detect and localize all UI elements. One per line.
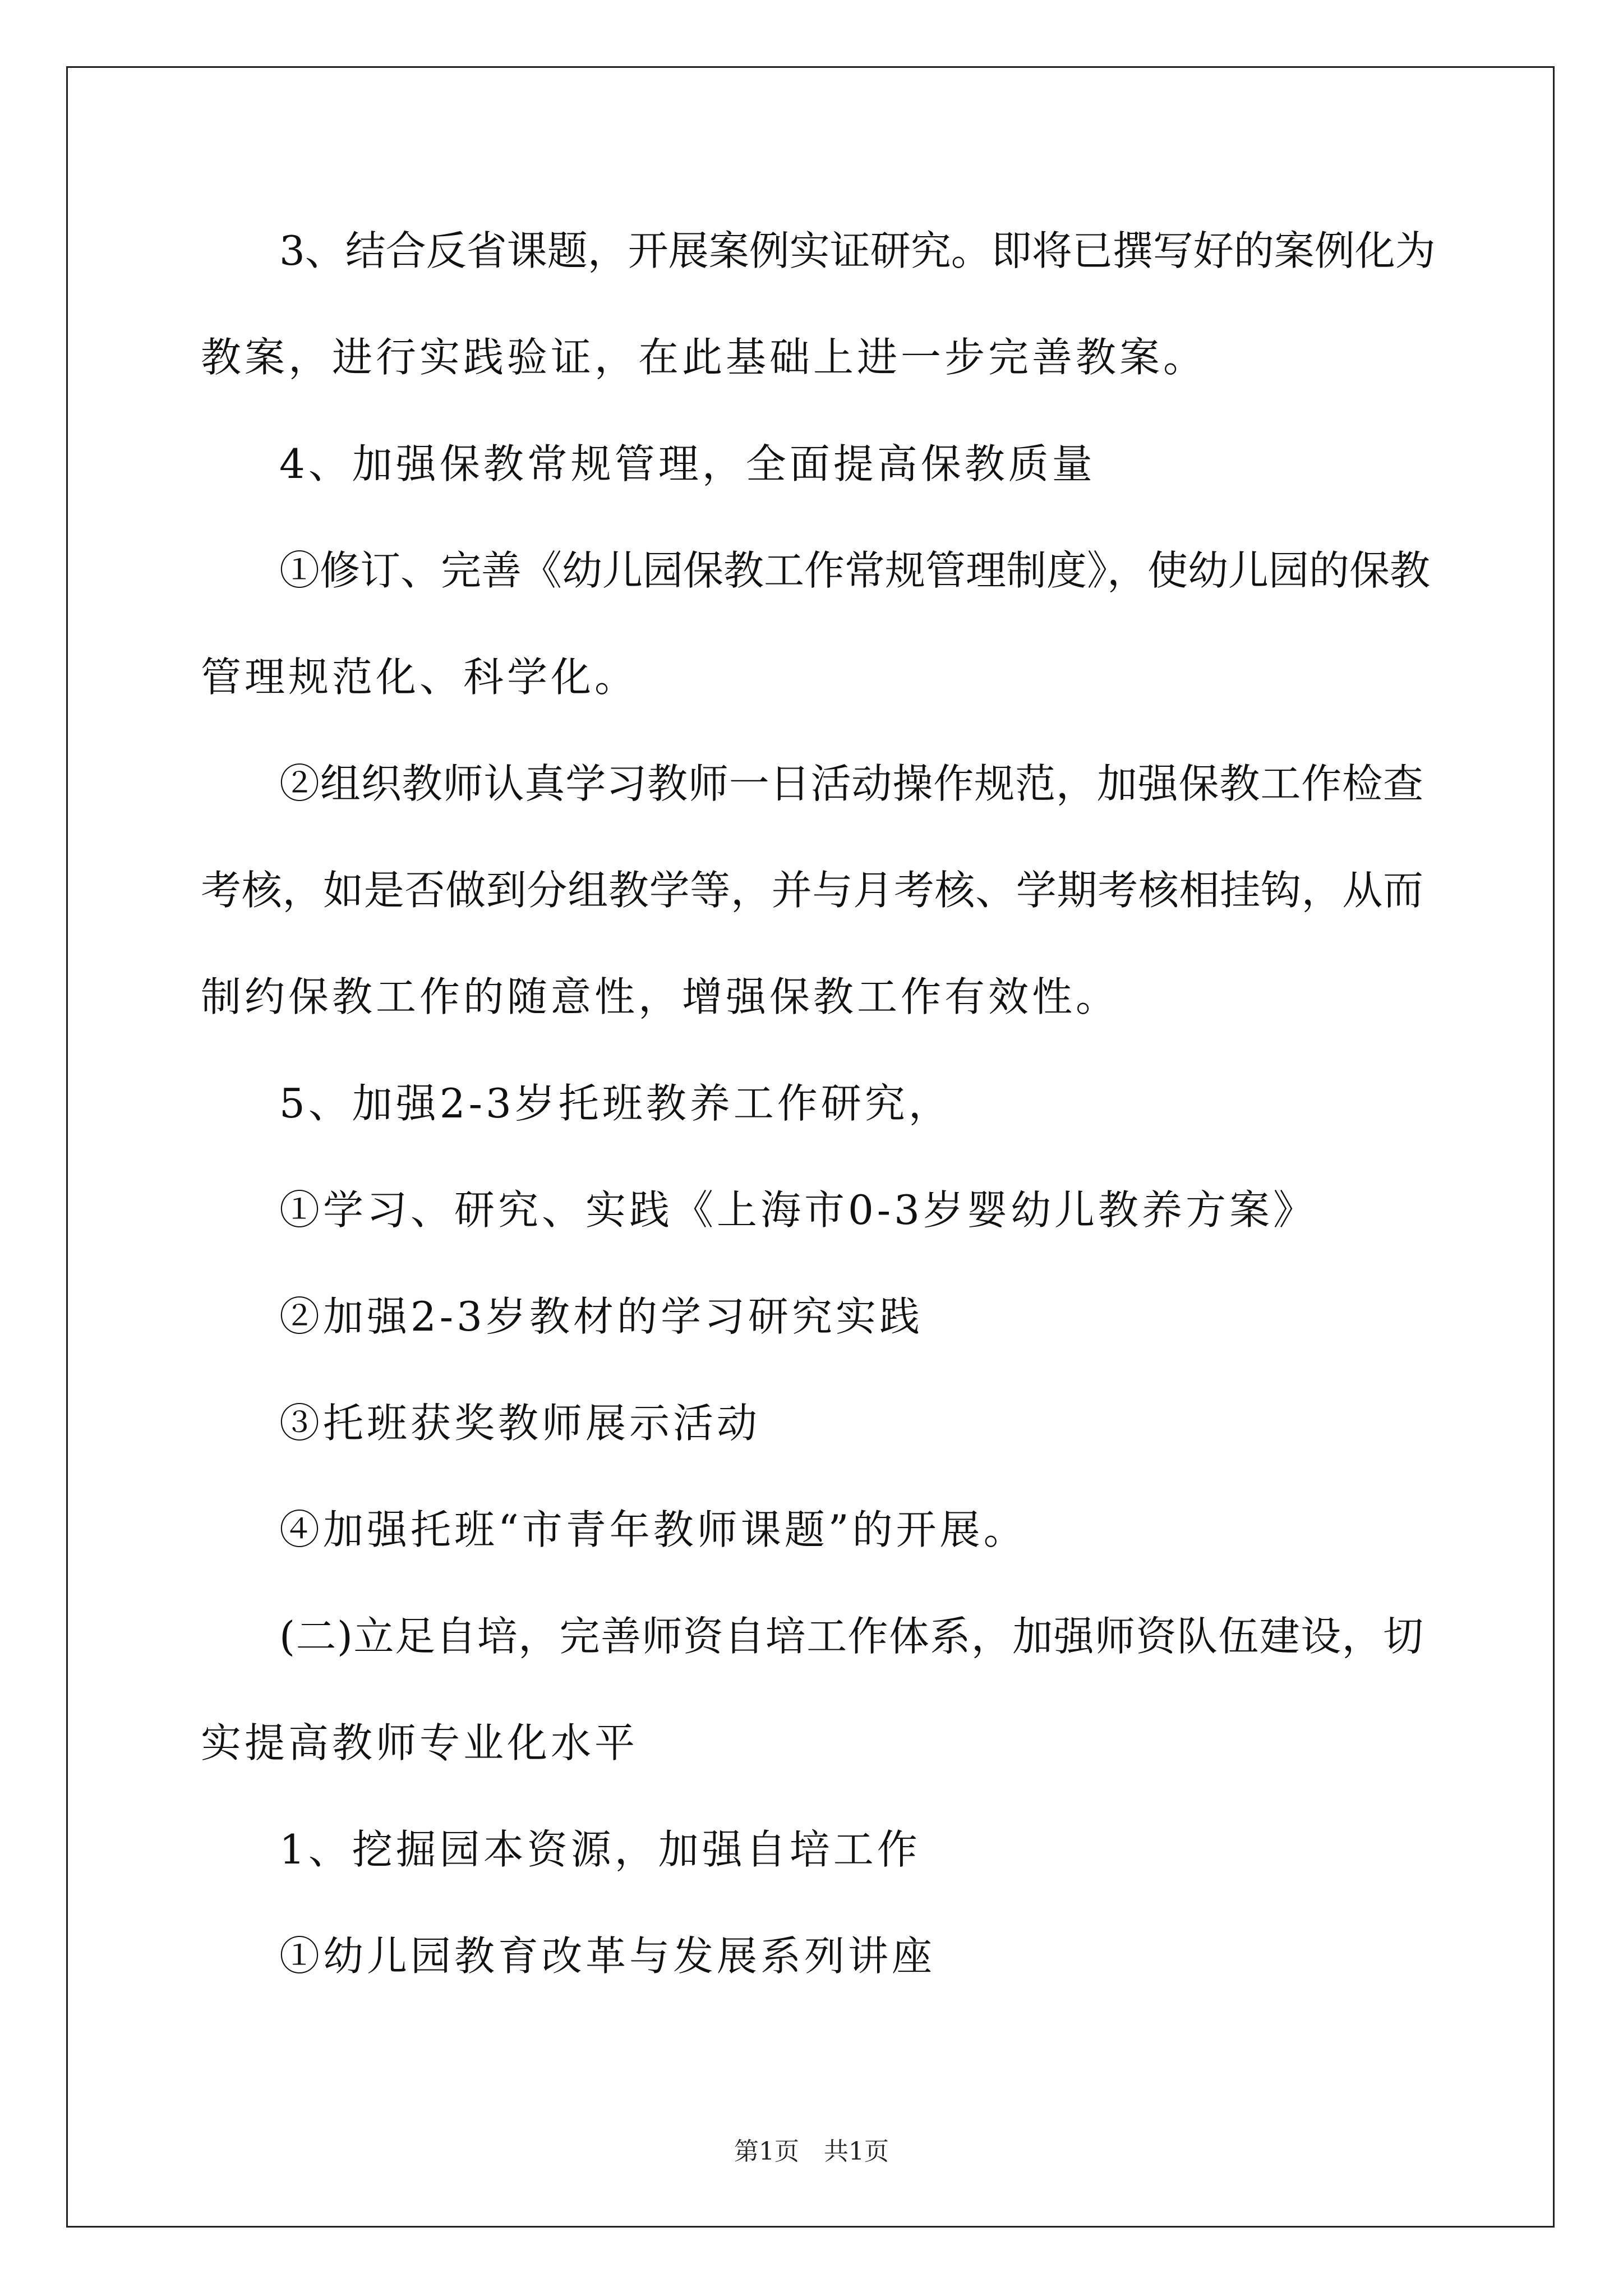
page-border	[66, 66, 1555, 2228]
paragraph-line: 5、加强2-3岁托班教养工作研究，	[279, 1080, 952, 1127]
paragraph-line: ①修订、完善《幼儿园保教工作常规管理制度》，使幼儿园的保教	[279, 547, 1431, 594]
paragraph-line: 教案，进行实践验证，在此基础上进一步完善教案。	[201, 334, 1207, 381]
page-footer: 第1页 共1页	[734, 2137, 889, 2166]
paragraph-line: (二)立足自培，完善师资自培工作体系，加强师资队伍建设，切	[279, 1613, 1423, 1660]
paragraph-line: ②组织教师认真学习教师一日活动操作规范，加强保教工作检查	[279, 760, 1423, 807]
paragraph-line: ③托班获奖教师展示活动	[279, 1400, 761, 1447]
paragraph-line: 制约保教工作的随意性，增强保教工作有效性。	[201, 973, 1120, 1020]
paragraph-line: 实提高教师专业化水平	[201, 1719, 639, 1766]
paragraph-line: 1、挖掘园本资源，加强自培工作	[279, 1826, 921, 1873]
paragraph-line: 4、加强保教常规管理，全面提高保教质量	[279, 440, 1096, 487]
paragraph-line: ①学习、研究、实践《上海市0-3岁婴幼儿教养方案》	[279, 1186, 1317, 1234]
paragraph-line: 管理规范化、科学化。	[201, 654, 639, 701]
paragraph-line: 3、结合反省课题，开展案例实证研究。即将已撰写好的案例化为	[279, 227, 1436, 274]
paragraph-line: 考核，如是否做到分组教学等，并与月考核、学期考核相挂钩，从而	[201, 867, 1423, 914]
paragraph-line: ②加强2-3岁教材的学习研究实践	[279, 1293, 923, 1340]
paragraph-line: ①幼儿园教育改革与发展系列讲座	[279, 1932, 936, 1980]
paragraph-line: ④加强托班“市青年教师课题”的开展。	[279, 1506, 1027, 1553]
